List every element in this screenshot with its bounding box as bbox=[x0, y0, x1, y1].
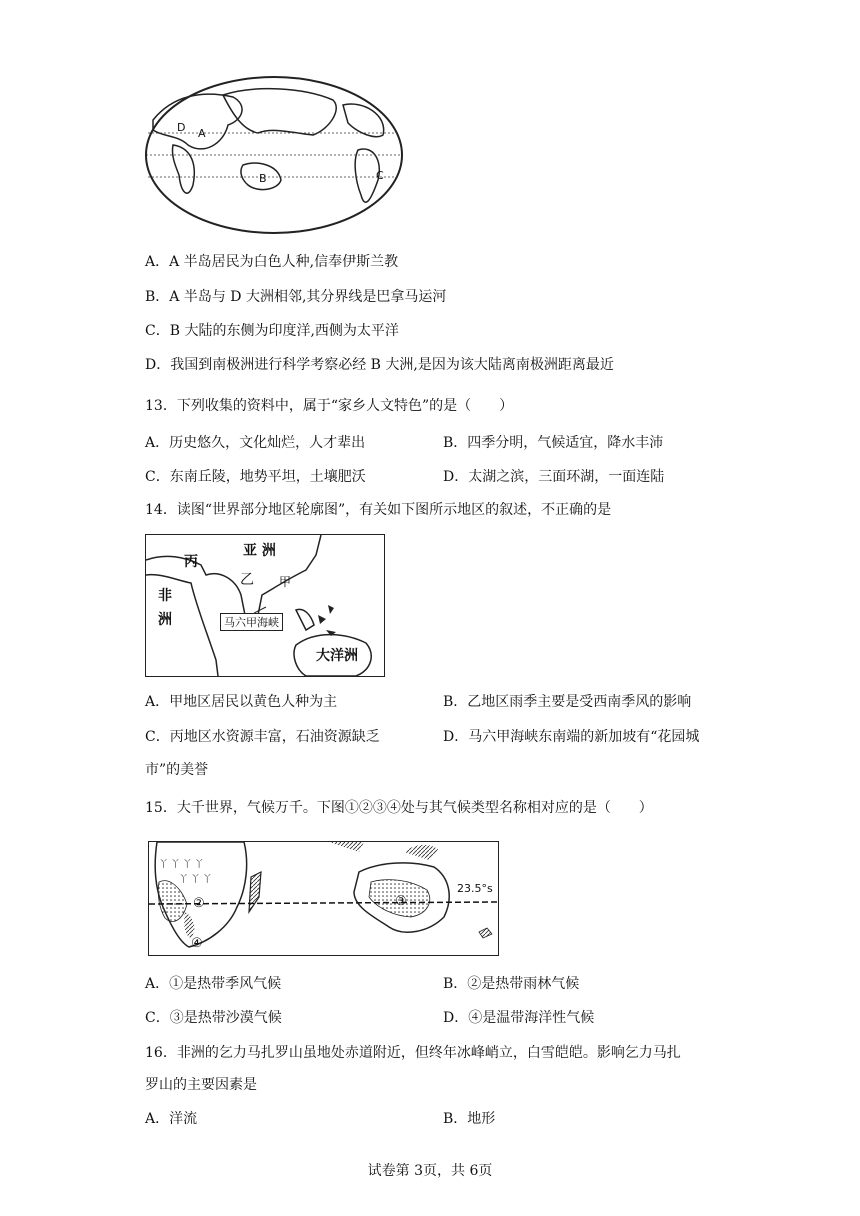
map-label-africa-2: 洲 bbox=[158, 612, 172, 628]
q13-option-a: A．历史悠久，文化灿烂，人才辈出 bbox=[145, 435, 366, 451]
q13-stem: 13．下列收集的资料中，属于“家乡人文特色”的是（ ） bbox=[145, 398, 514, 414]
q16-stem-line2: 罗山的主要因素是 bbox=[145, 1077, 257, 1093]
q12-option-b: B．A 半岛与 D 大洲相邻,其分界线是巴拿马运河 bbox=[145, 289, 447, 305]
q14-option-a: A．甲地区居民以黄色人种为主 bbox=[145, 694, 338, 710]
q14-stem: 14．读图“世界部分地区轮廓图”，有关如下图所示地区的叙述，不正确的是 bbox=[145, 502, 612, 518]
map-marker-3: ③ bbox=[395, 894, 407, 909]
map-label-c: C bbox=[376, 169, 384, 182]
map-label-bing: 丙 bbox=[184, 554, 198, 570]
q15-option-c: C．③是热带沙漠气候 bbox=[145, 1010, 282, 1026]
map-label-oceania: 大洋洲 bbox=[316, 648, 358, 664]
world-map-figure bbox=[143, 75, 405, 235]
page-footer: 试卷第 3页，共 6页 bbox=[367, 1163, 493, 1179]
q14-option-d: D．马六甲海峡东南端的新加坡有“花园城 bbox=[443, 729, 700, 745]
q16-option-b: B．地形 bbox=[443, 1111, 496, 1127]
q14-option-b: B．乙地区雨季主要是受西南季风的影响 bbox=[443, 694, 692, 710]
q15-option-a: A．①是热带季风气候 bbox=[145, 976, 282, 992]
svg-text:丫 丫 丫 丫: 丫 丫 丫 丫 bbox=[159, 860, 204, 870]
map-label-b: B bbox=[259, 172, 267, 185]
map-label-africa-1: 非 bbox=[158, 588, 172, 604]
map-marker-2: ② bbox=[193, 896, 205, 911]
map-label-strait: 马六甲海峡 bbox=[220, 613, 283, 631]
map-label-asia: 亚 洲 bbox=[243, 543, 276, 559]
q13-option-c: C．东南丘陵，地势平坦，土壤肥沃 bbox=[145, 469, 366, 485]
q14-option-c: C．丙地区水资源丰富，石油资源缺乏 bbox=[145, 729, 380, 745]
tropic-label: 23.5°s bbox=[457, 882, 493, 895]
q12-option-c: C．B 大陆的东侧为印度洋,西侧为太平洋 bbox=[145, 323, 399, 339]
climate-map bbox=[148, 841, 499, 956]
q12-option-d: D．我国到南极洲进行科学考察必经 B 大洲,是因为该大陆离南极洲距离最近 bbox=[145, 357, 614, 373]
q16-option-a: A．洋流 bbox=[145, 1111, 198, 1127]
svg-text:丫 丫 丫: 丫 丫 丫 bbox=[179, 875, 212, 885]
q15-option-d: D．④是温带海洋性气候 bbox=[443, 1010, 595, 1026]
q13-option-b: B．四季分明，气候适宜，降水丰沛 bbox=[443, 435, 664, 451]
q15-option-b: B．②是热带雨林气候 bbox=[443, 976, 580, 992]
q16-stem-line1: 16．非洲的乞力马扎罗山虽地处赤道附近，但终年冰峰峭立，白雪皑皑。影响乞力马扎 bbox=[145, 1045, 681, 1061]
map-label-a: A bbox=[198, 127, 206, 140]
q15-stem: 15．大千世界，气候万千。下图①②③④处与其气候类型名称相对应的是（ ） bbox=[145, 800, 653, 816]
map-label-d: D bbox=[177, 121, 186, 134]
q14-option-d-continued: 市”的美誉 bbox=[145, 762, 209, 778]
q12-option-a: A．A 半岛居民为白色人种,信奉伊斯兰教 bbox=[145, 254, 399, 270]
asia-region-map bbox=[145, 534, 385, 677]
map-marker-4: ④ bbox=[191, 936, 203, 951]
map-label-yi: 乙 bbox=[240, 572, 254, 588]
map-label-jia: 甲 bbox=[279, 575, 292, 589]
q13-option-d: D．太湖之滨，三面环湖，一面连陆 bbox=[443, 469, 665, 485]
